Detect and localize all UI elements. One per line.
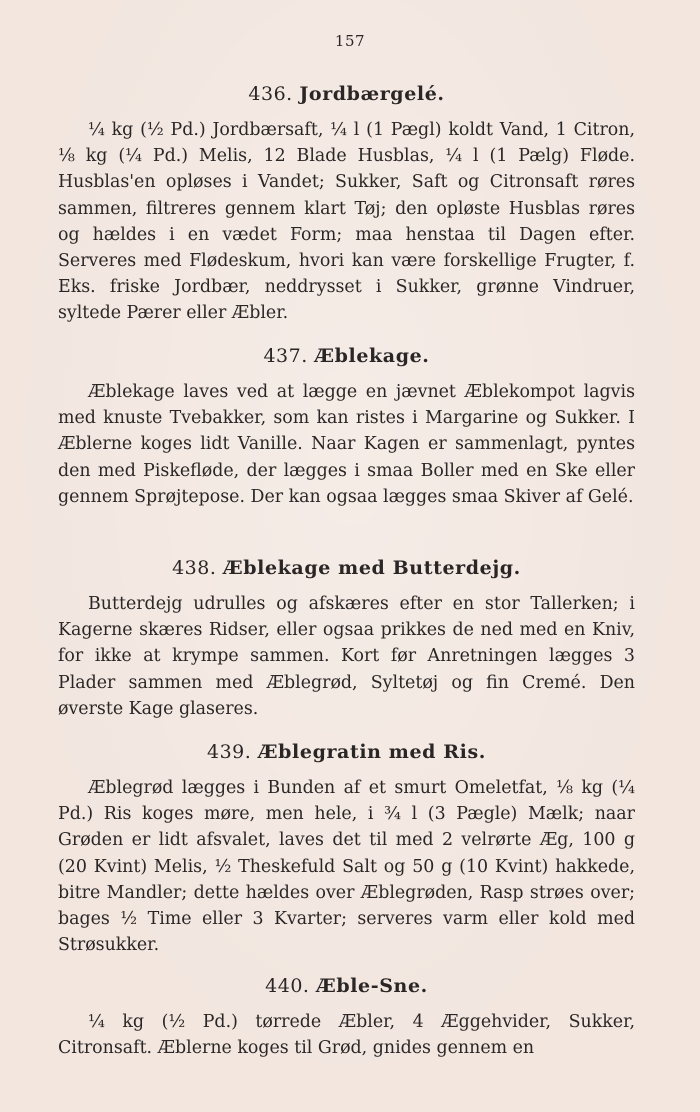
recipe-text: Æblegrød lægges i Bunden af et smurt Omeletfat, ⅛ kg (¼ Pd.) Ris koges møre, men hele, i ¾ l (3 Pægle) Mælk; naar Grøden er lidt afsvalet, laves det til med 2 velrørte Æg, 100 g (20 Kvint) Melis, ½ Theskefuld Salt og 50 g (10 Kvint) hakkede, bitre Mandler; dette hældes over Æblegrøden, Rasp strøes over; bages ½ Time eller 3 Kvarter; serveres varm eller kold med Strøsukker. bbox=[58, 778, 635, 956]
recipe-439 bbox=[58, 740, 635, 958]
recipe-heading bbox=[58, 344, 635, 368]
recipe-text: Æblekage laves ved at lægge en jævnet Æblekompot lagvis med knuste Tvebakker, som kan ristes i Margarine og Sukker. I Æblerne koges lidt Vanille. Naar Kagen er sammenlagt, pyntes den med Piskefløde, der lægges i smaa Boller med en Ske eller gennem Sprøjtepose. Der kan ogsaa lægges smaa Skiver af Gelé. bbox=[58, 382, 635, 507]
recipe-text: ¼ kg (½ Pd.) tørrede Æbler, 4 Æggehvider, Sukker, Citronsaft. Æblerne koges til Grød, gnides gennem en bbox=[58, 1012, 635, 1059]
recipe-440 bbox=[58, 974, 635, 1061]
recipe-title: Æblekage med Butterdejg. bbox=[223, 557, 521, 579]
recipe-title: Jordbærgelé. bbox=[299, 83, 445, 105]
recipe-number: 439. bbox=[206, 741, 252, 763]
recipe-436 bbox=[58, 82, 635, 327]
recipe-text: Butterdejg udrulles og afskæres efter en stor Tallerken; i Kagerne skæres Ridser, eller ogsaa prikkes de ned med en Kniv, for ikke at krympe sammen. Kort før Anretningen lægges 3 Plader sammen med Æblegrød, Syltetøj og fin Cremé. Den øverste Kage glaseres. bbox=[58, 594, 635, 719]
recipe-title: Æblegratin med Ris. bbox=[257, 741, 487, 763]
recipe-number: 437. bbox=[263, 345, 308, 367]
recipe-438 bbox=[58, 556, 635, 722]
recipe-heading bbox=[58, 974, 635, 998]
recipe-number: 436. bbox=[248, 83, 293, 105]
recipe-text: ¼ kg (½ Pd.) Jordbærsaft, ¼ l (1 Pægl) koldt Vand, 1 Citron, ⅛ kg (¼ Pd.) Melis, 12 Blade Husblas, ¼ l (1 Pælg) Fløde. Husblas'en opløses i Vandet; Sukker, Saft og Citronsaft røres sammen, filtreres gennem klart Tøj; den opløste Husblas røres og hældes i en vædet Form; maa henstaa til Dagen efter. Serveres med Flødeskum, hvori kan være forskellige Frugter, f. Eks. friske Jordbær, neddrysset i Sukker, grønne Vindruer, syltede Pærer eller Æbler. bbox=[58, 120, 635, 324]
recipe-number: 438. bbox=[172, 557, 217, 579]
recipe-heading bbox=[58, 82, 635, 106]
recipe-number: 440. bbox=[265, 975, 310, 997]
recipe-437 bbox=[58, 344, 635, 510]
recipe-title: Æblekage. bbox=[314, 345, 430, 367]
recipe-title: Æble-Sne. bbox=[316, 975, 428, 997]
recipe-heading bbox=[58, 556, 635, 580]
recipe-heading bbox=[58, 740, 635, 764]
page-number: 157 bbox=[334, 32, 366, 50]
